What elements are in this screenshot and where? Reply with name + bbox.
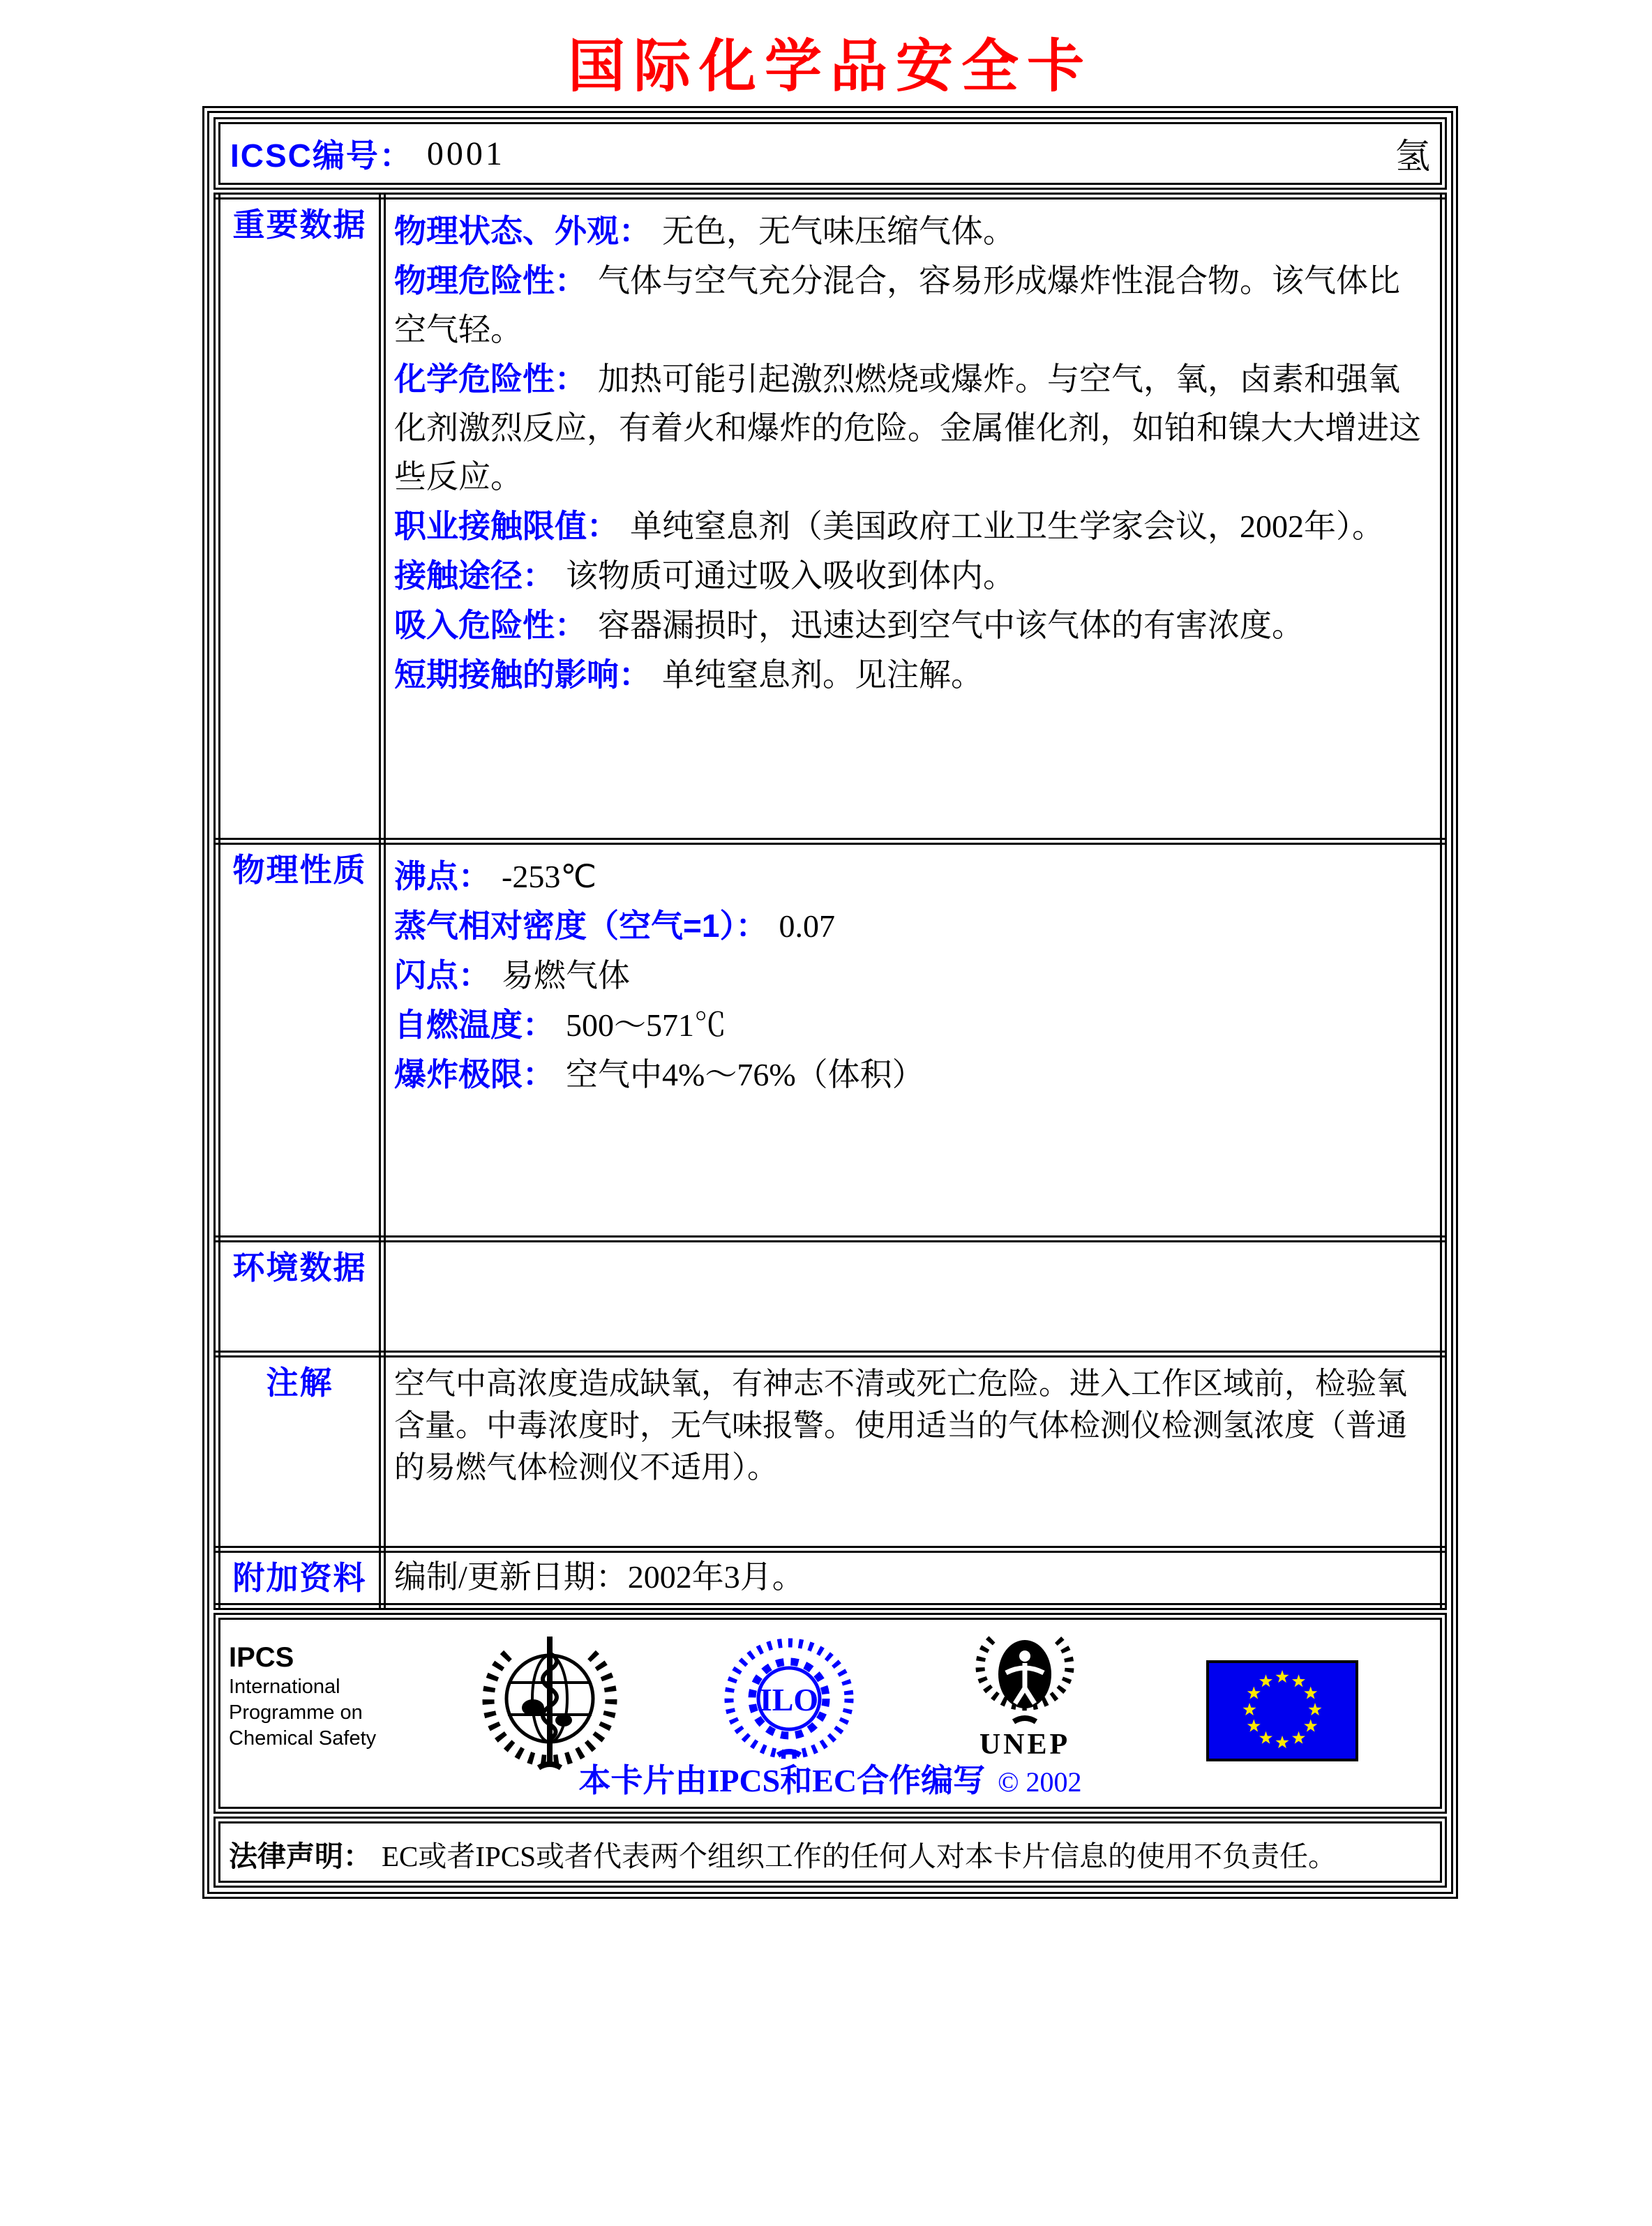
data-item [394, 901, 1432, 951]
data-item [394, 551, 1432, 601]
logos-section [213, 1613, 1447, 1814]
item-label: 闪点： [394, 957, 490, 993]
main-data-table [213, 193, 1447, 1610]
item-text: 500～571℃ [566, 1007, 726, 1043]
item-text: 0.07 [779, 908, 835, 944]
item-label: 吸入危险性： [394, 607, 587, 643]
item-label: 自燃温度： [394, 1007, 555, 1043]
section-label-additional-info: 附加资料 [217, 1549, 382, 1607]
data-item [394, 256, 1432, 354]
item-label: 爆炸极限： [394, 1056, 555, 1092]
icsc-number-label: ICSC编号： [230, 137, 413, 174]
copyright-text: © 2002 [998, 1766, 1082, 1798]
data-item [394, 650, 1432, 700]
data-item [394, 601, 1432, 650]
item-text: 单纯窒息剂（美国政府工业卫生学家会议，2002年）。 [630, 509, 1384, 544]
item-text: 气体与空气充分混合，容易形成爆炸性混合物。该气体比空气轻。 [394, 263, 1400, 347]
additional-info-label: 编制/更新日期： [394, 1559, 628, 1595]
card-header-row [213, 117, 1447, 190]
item-label: 化学危险性： [394, 361, 587, 397]
section-label-physical-properties: 物理性质 [217, 841, 382, 1239]
ipcs-acronym: IPCS [229, 1642, 294, 1673]
ilo-logo [724, 1638, 854, 1762]
item-text: 无色，无气味压缩气体。 [662, 213, 1015, 249]
item-label: 短期接触的影响： [394, 656, 651, 693]
additional-info-text: 2002年3月。 [627, 1559, 804, 1595]
legal-section [213, 1817, 1447, 1888]
item-label: 职业接触限值： [394, 508, 619, 544]
icsc-card [202, 106, 1458, 1899]
item-text: 该物质可通过吸入吸收到体内。 [566, 558, 1015, 594]
data-item [394, 1000, 1432, 1050]
data-item [394, 354, 1432, 502]
cooperation-caption [220, 1755, 1440, 1801]
section-label-notes: 注解 [217, 1354, 382, 1549]
ipcs-text-block [229, 1631, 438, 1752]
section-content-important-data [382, 196, 1443, 841]
page-title: 国际化学品安全卡 [567, 35, 1092, 98]
item-text: -253℃ [502, 859, 596, 894]
row-environmental-data [217, 1239, 1443, 1354]
section-content-notes [382, 1354, 1443, 1549]
item-label: 物理危险性： [394, 262, 587, 299]
unep-logo-icon [966, 1631, 1084, 1729]
item-label: 蒸气相对密度（空气=1）： [394, 908, 768, 944]
item-label: 物理状态、外观： [394, 213, 651, 249]
legal-label: 法律声明： [229, 1840, 372, 1872]
section-content-environmental-data [382, 1239, 1443, 1354]
chemical-name: 氢 [1395, 137, 1430, 176]
row-notes [217, 1354, 1443, 1549]
ilo-letters: ILO [759, 1682, 819, 1717]
section-label-environmental-data: 环境数据 [217, 1239, 382, 1354]
row-physical-properties [217, 841, 1443, 1239]
notes-text: 空气中高浓度造成缺氧，有神志不清或死亡危险。进入工作区域前，检验氧含量。中毒浓度时，无气味报警。使用适当的气体检测仪检测氢浓度（普通的易燃气体检测仪不适用）。 [394, 1367, 1407, 1484]
row-additional-info [217, 1549, 1443, 1607]
ilo-logo-icon [724, 1638, 854, 1762]
item-text: 易燃气体 [502, 958, 630, 993]
data-item [394, 852, 1432, 901]
data-item [394, 206, 1432, 256]
row-important-data [217, 196, 1443, 841]
data-item [394, 1050, 1432, 1099]
section-content-additional-info [382, 1549, 1443, 1607]
item-label: 接触途径： [394, 557, 555, 594]
unep-logo [966, 1631, 1084, 1761]
section-label-important-data: 重要数据 [217, 196, 382, 841]
item-text: 空气中4%～76%（体积） [566, 1057, 924, 1092]
section-content-physical-properties [382, 841, 1443, 1239]
caption-text: 本卡片由IPCS和EC合作编写 [578, 1763, 986, 1798]
eu-flag-icon [1206, 1660, 1358, 1761]
unep-wordmark: UNEP [979, 1729, 1071, 1761]
ipcs-line: International [229, 1676, 340, 1698]
ipcs-line: Chemical Safety [229, 1727, 377, 1750]
item-text: 容器漏损时，迅速达到空气中该气体的有害浓度。 [598, 608, 1304, 643]
item-text: 加热可能引起激烈燃烧或爆炸。与空气，氧，卤素和强氧化剂激烈反应，有着火和爆炸的危险。金属催化剂，如铂和镍大大增进这些反应。 [394, 361, 1421, 495]
data-item [394, 502, 1432, 551]
icsc-number-value: 0001 [426, 135, 505, 172]
ipcs-line: Programme on [229, 1701, 363, 1724]
eu-flag [1206, 1660, 1358, 1761]
item-text: 单纯窒息剂。见注解。 [662, 657, 983, 693]
data-item [394, 951, 1432, 1000]
item-label: 沸点： [394, 858, 490, 894]
legal-text: EC或者IPCS或者代表两个组织工作的任何人对本卡片信息的使用不负责任。 [382, 1840, 1337, 1872]
